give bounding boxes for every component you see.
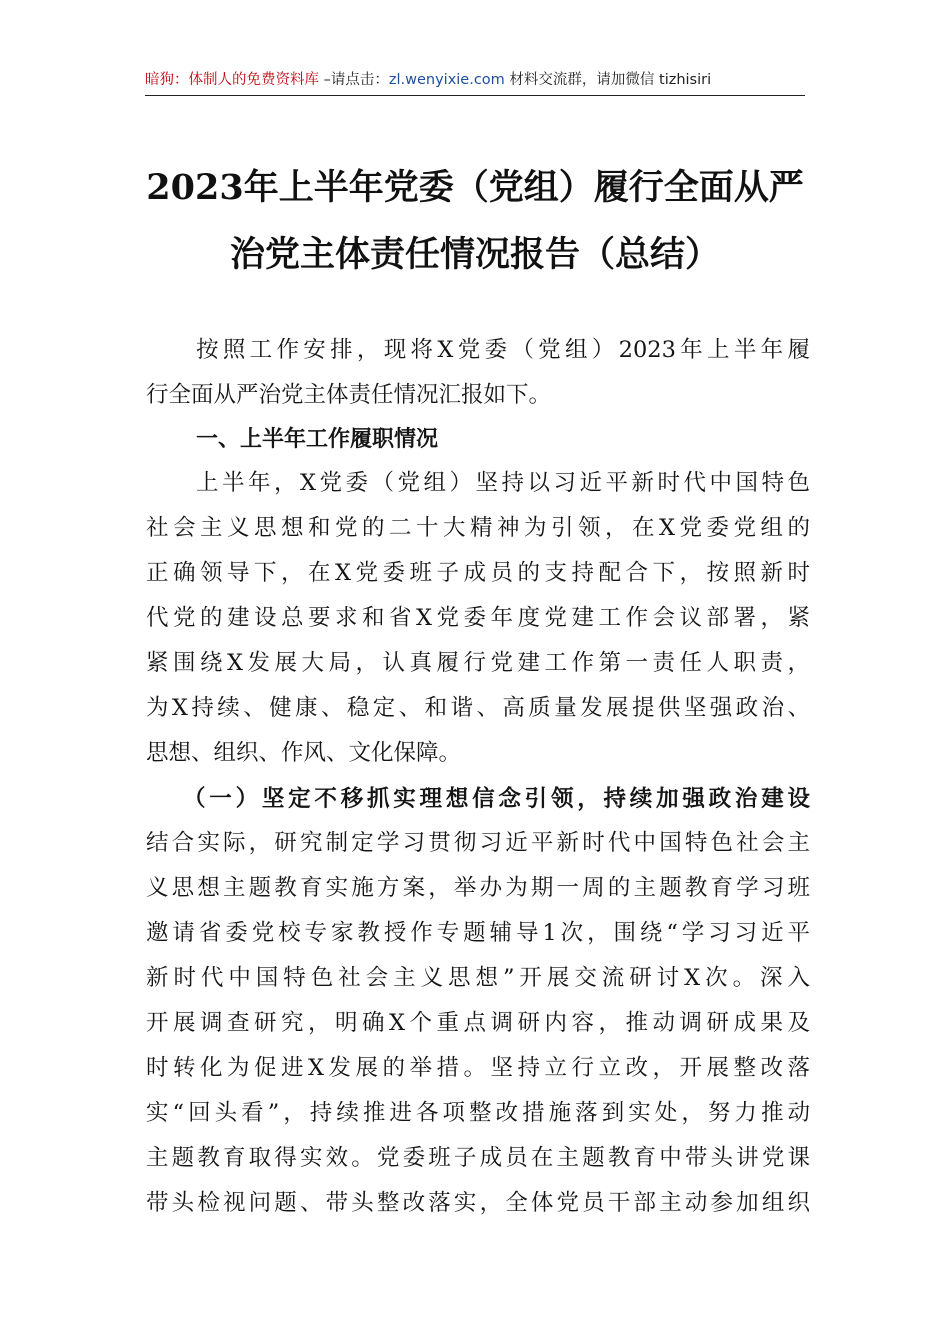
promo-prompt: –请点击： <box>319 72 389 88</box>
body-line: 社会主义思想和党的二十大精神为引领，在X党委党组的 <box>146 515 810 541</box>
body-line: 时转化为促进X发展的举措。坚持立行立改，开展整改落 <box>146 1055 810 1081</box>
document-title-line-1: 2023年上半年党委（党组）履行全面从严 <box>146 167 804 208</box>
body-line: 主题教育取得实效。党委班子成员在主题教育中带头讲党课 <box>146 1145 810 1171</box>
body-line: 思想、组织、作风、文化保障。 <box>146 740 462 766</box>
body-line: 上半年，X党委（党组）坚持以习近平新时代中国特色 <box>196 470 810 496</box>
body-line: 按照工作安排，现将X党委（党组）2023年上半年履 <box>196 337 810 363</box>
subsection-heading: （一）坚定不移抓实理想信念引领，持续加强政治建设 <box>183 786 810 812</box>
document-title-line-2: 治党主体责任情况报告（总结） <box>229 234 720 275</box>
body-line: 紧围绕X发展大局，认真履行党建工作第一责任人职责， <box>146 650 810 676</box>
promo-site-name: 暗狗：体制人的免费资料库 <box>145 72 319 88</box>
body-line: 带头检视问题、带头整改落实，全体党员干部主动参加组织 <box>146 1190 810 1216</box>
body-line: 代党的建设总要求和省X党委年度党建工作会议部署，紧 <box>146 605 810 631</box>
body-line: 义思想主题教育实施方案，举办为期一周的主题教育学习班 <box>146 875 810 901</box>
body-line: 正确领导下，在X党委班子成员的支持配合下，按照新时 <box>146 560 810 586</box>
promo-link[interactable]: zl.wenyixie.com <box>388 72 505 88</box>
body-line: 行全面从严治党主体责任情况汇报如下。 <box>146 382 552 408</box>
body-line: 实“回头看”，持续推进各项整改措施落到实处，努力推动 <box>146 1100 810 1126</box>
promo-header <box>145 66 805 94</box>
header-divider <box>145 95 805 96</box>
body-line: 新时代中国特色社会主义思想”开展交流研讨X次。深入 <box>146 965 810 991</box>
section-heading: 一、上半年工作履职情况 <box>196 427 439 452</box>
body-line: 结合实际，研究制定学习贯彻习近平新时代中国特色社会主 <box>146 830 810 856</box>
body-line: 邀请省委党校专家教授作专题辅导1次，围绕“学习习近平 <box>146 920 810 946</box>
promo-contact: 材料交流群，请加微信 tizhisiri <box>504 72 712 88</box>
body-line: 为X持续、健康、稳定、和谐、高质量发展提供坚强政治、 <box>146 695 810 721</box>
body-line: 开展调查研究，明确X个重点调研内容，推动调研成果及 <box>146 1010 810 1036</box>
